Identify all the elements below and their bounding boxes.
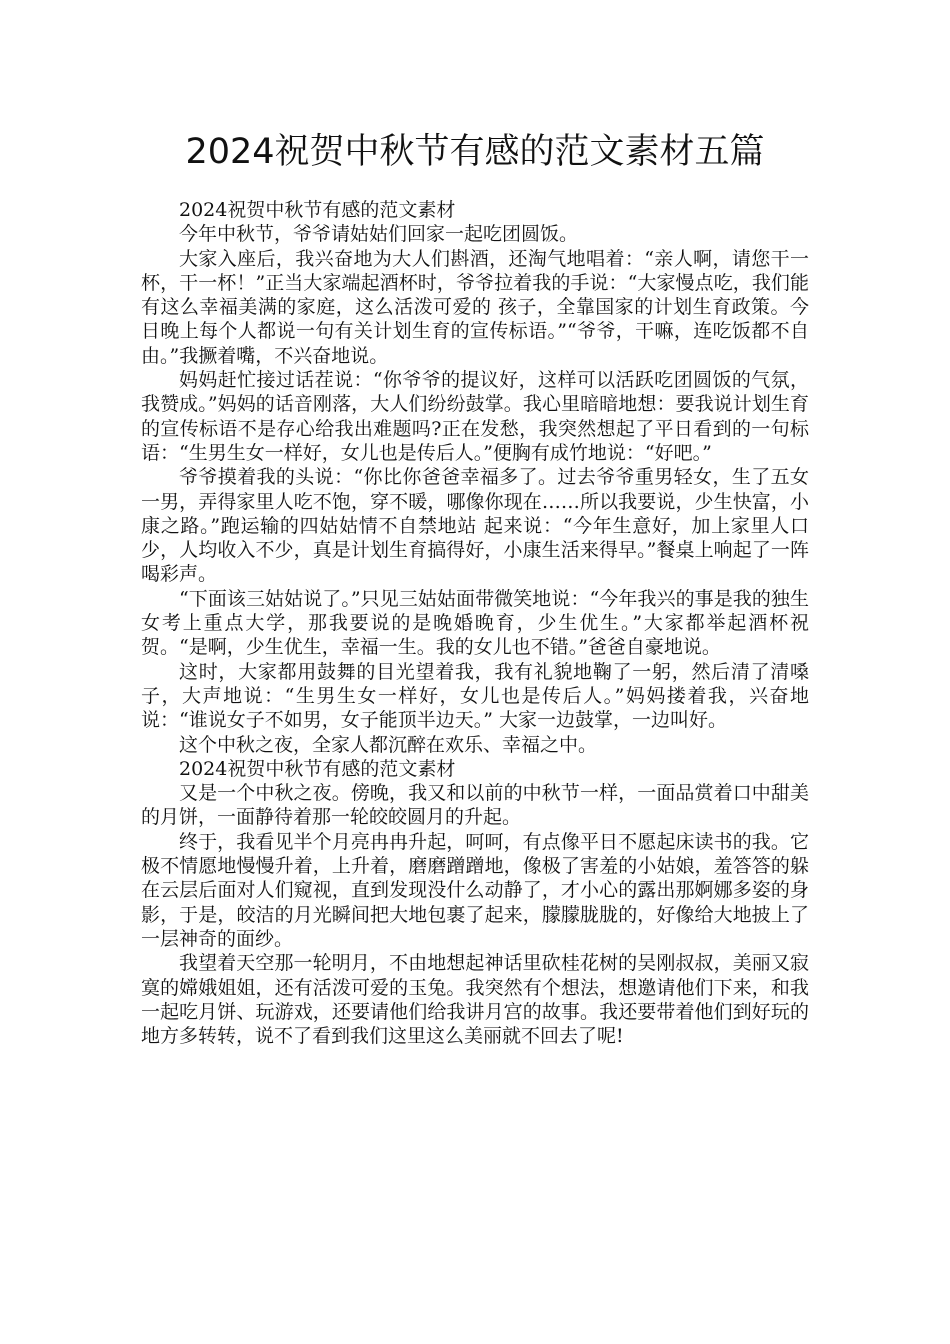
document-body: [141, 198, 809, 1048]
paragraph: 这时，大家都用鼓舞的目光望着我，我有礼貌地鞠了一躬，然后清了清嗓子，大声地说：“生男生女一样好，女儿也是传后人。”妈妈搂着我，兴奋地说：“谁说女子不如男，女子能顶半边天。” 大家一边鼓掌，一边叫好。: [141, 660, 809, 732]
section-heading-1: 2024祝贺中秋节有感的范文素材: [179, 199, 456, 221]
paragraph: “下面该三姑姑说了。”只见三姑姑面带微笑地说：“今年我兴的事是我的独生女考上重点大学，那我要说的是晚婚晚育，少生优生。”大家都举起酒杯祝贺。“是啊，少生优生，幸福一生。我的女儿也不错。”爸爸自豪地说。: [141, 587, 809, 659]
document-title: 2024祝贺中秋节有感的范文素材五篇: [185, 132, 765, 172]
paragraph: 今年中秋节，爷爷请姑姑们回家一起吃团圆饭。: [179, 223, 579, 246]
paragraph: 大家入座后，我兴奋地为大人们斟酒，还淘气地唱着：“亲人啊，请您干一杯，干一杯！”正当大家端起酒杯时，爷爷拉着我的手说：“大家慢点吃，我们能有这么幸福美满的家庭，这么活泼可爱的 孩子，全靠国家的计划生育政策。今日晚上每个人都说一句有关计划生育的宣传标语。”“爷爷，干嘛，连吃饭都不自由。”我撅着嘴，不兴奋地说。: [141, 247, 809, 367]
section-heading-2: 2024祝贺中秋节有感的范文素材: [179, 757, 456, 780]
paragraph: 爷爷摸着我的头说：“你比你爸爸幸福多了。过去爷爷重男轻女，生了五女一男，弄得家里人吃不饱，穿不暖，哪像你现在……所以我要说，少生快富，小康之路。”跑运输的四姑姑情不自禁地站 起来说：“今年生意好，加上家里人口少，人均收入不少，真是计划生育搞得好，小康生活来得早。”餐桌上响起了一阵喝彩声。: [141, 466, 809, 586]
paragraph: 终于，我看见半个月亮冉冉升起，呵呵，有点像平日不愿起床读书的我。它极不情愿地慢慢升着，上升着，磨磨蹭蹭地，像极了害羞的小姑娘，羞答答的躲在云层后面对人们窥视，直到发现没什么动静了，才小心的露出那婀娜多姿的身影，于是，皎洁的月光瞬间把大地包裹了起来，朦朦胧胧的，好像给大地披上了一层神奇的面纱。: [141, 830, 809, 950]
paragraph: 又是一个中秋之夜。傍晚，我又和以前的中秋节一样，一面品赏着口中甜美的月饼，一面静待着那一轮皎皎圆月的升起。: [141, 782, 809, 829]
paragraph: 这个中秋之夜，全家人都沉醉在欢乐、幸福之中。: [179, 733, 598, 756]
paragraph: 妈妈赶忙接过话茬说：“你爷爷的提议好，这样可以活跃吃团圆饭的气氛，我赞成。”妈妈的话音刚落，大人们纷纷鼓掌。我心里暗暗地想：要我说计划生育的宣传标语不是存心给我出难题吗?正在发愁，我突然想起了平日看到的一句标语：“生男生女一样好，女儿也是传后人。”便胸有成竹地说：“好吧。”: [141, 369, 809, 464]
paragraph: 我望着天空那一轮明月，不由地想起神话里砍桂花树的吴刚叔叔，美丽又寂寞的嫦娥姐姐，还有活泼可爱的玉兔。我突然有个想法，想邀请他们下来，和我一起吃月饼、玩游戏，还要请他们给我讲月宫的故事。我还要带着他们到好玩的地方多转转，说不了看到我们这里这么美丽就不回去了呢!: [141, 952, 809, 1048]
